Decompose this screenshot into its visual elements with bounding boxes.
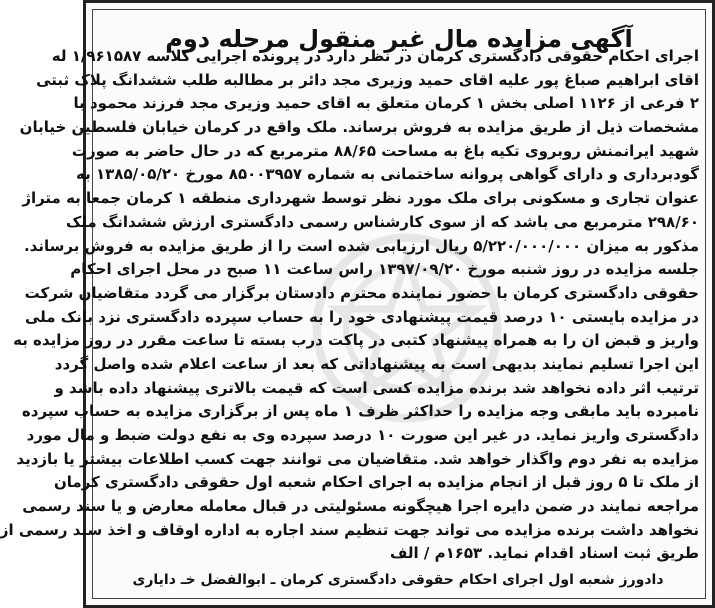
- body-line: مراجعه نمایند در ضمن دایره اجرا هیچگونه مسئولیتی در قبال معامله معارض و یا سند رسمی: [22, 497, 699, 516]
- notice-body: [0, 45, 699, 566]
- body-line: اقای ابراهیم صباغ پور علیه اقای حمید وزیری مجد دائر بر مطالبه طلب ششدانگ پلاک ثبتی: [36, 70, 699, 89]
- body-line-reference: طریق ثبت اسناد اقدام نماید. ۱۶۵۳م / الف: [390, 544, 699, 563]
- body-line: در مزایده بایستی ۱۰ درصد قیمت پیشنهادی خود را به حساب سپرده دادگستری نزد بانک ملی: [24, 307, 699, 326]
- body-line: اجرای احکام حقوقی دادگستری کرمان در نظر دارد در پرونده اجرایی کلاسه ۱/۹۶۱۵۸۷ له: [51, 47, 699, 65]
- body-line: ۲ فرعی از ۱۱۲۶ اصلی بخش ۱ کرمان متعلق به اقای حمید وزیری مجد فرزند محمود با: [73, 94, 699, 113]
- body-line: عنوان تجاری و مسکونی برای ملک مورد نظر توسط شهرداری منطقه ۱ کرمان جمعا به متراژ: [22, 189, 699, 208]
- body-line: گودبرداری و دارای گواهی پروانه ساختمانی به شماره ۸۵۰۰۳۹۵۷ مورخ ۱۳۸۵/۰۵/۲۰ به: [76, 165, 699, 184]
- body-line: این اجرا تسلیم نمایند بدیهی است به پیشنهاداتی که بعد از ساعت اعلام شده واصل گردد: [54, 354, 699, 373]
- body-line: ۲۹۸/۶۰ مترمربع می باشد که از سوی کارشناس رسمی دادگستری ارزش ششدانگ ملک: [65, 212, 699, 231]
- body-line: شهید ایرانمنش روبروی تکیه باغ به مساحت ۸۸/۶۵ مترمربع که در حال حاضر به صورت: [71, 141, 699, 160]
- body-line: دادگستری واریز نماید. در غیر این صورت ۱۰ درصد سپرده وی به نفع دولت ضبط و مال مورد: [26, 426, 699, 444]
- body-line: مذکور به میزان ۵/۲۲۰/۰۰۰/۰۰۰ ریال ارزیابی شده است را از طریق مزایده به فروش برساند.: [23, 236, 699, 255]
- body-line: ترتیب اثر داده نخواهد شد برنده مزایده کسی است که قیمت بالاتری پیشنهاد داده باشد و: [54, 378, 699, 397]
- body-line: نامبرده باید مابقی وجه مزایده را حداکثر ظرف ۱ ماه پس از برگزاری مزایده به حساب سپرده: [21, 402, 699, 421]
- body-line: واریز و قبض ان را به همراه پیشنهاد کتبی در پاکت درب بسته تا ساعت مقرر در روز مزایده به: [13, 331, 699, 350]
- body-line: حقوقی دادگستری کرمان با حضور نماینده محترم دادستان برگزار می گردد متقاضیان شرکت: [24, 283, 699, 302]
- body-line: نخواهد داشت برنده مزایده می تواند جهت تنظیم سند اجاره به اداره اوقاف و اخذ سند رسمی از: [0, 520, 699, 539]
- notice-title: آگهی مزایده مال غیر منقول مرحله دوم: [165, 25, 633, 54]
- body-line: مشخصات ذیل از طریق مزایده به فروش برساند. ملک واقع در کرمان خیابان فلسطین خیابان: [19, 118, 699, 137]
- signature-line: دادورز شعبه اول اجرای احکام حقوقی دادگستری کرمان ـ ابوالفضل خـ دایاری: [132, 572, 664, 588]
- body-line: از ملک تا ۵ روز قبل از انجام مزایده به اجرای احکام شعبه اول حقوقی دادگستری کرمان: [54, 473, 699, 492]
- body-line: جلسه مزایده در روز شنبه مورخ ۱۳۹۷/۰۹/۲۰ راس ساعت ۱۱ صبح در محل اجرای احکام: [70, 260, 699, 279]
- body-line: مزایده به نفر دوم واگذار خواهد شد. متقاضیان می توانند جهت کسب اطلاعات بیشتر یا بازدید: [16, 449, 699, 468]
